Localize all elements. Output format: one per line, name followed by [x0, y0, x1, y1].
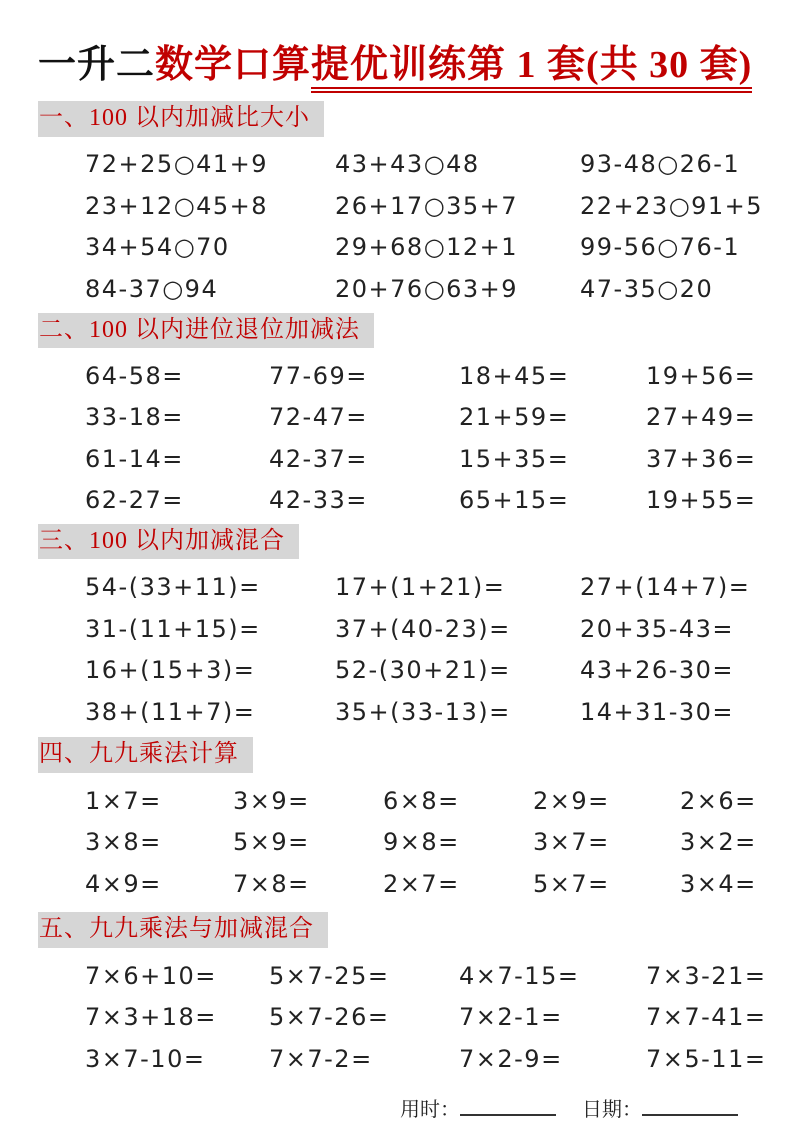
problem: 38+(11+7)=: [85, 697, 256, 726]
problem: 3×4=: [680, 869, 757, 898]
problem: 7×7-41=: [646, 1003, 767, 1031]
problem: 2×6=: [680, 786, 757, 815]
problem: 42-37=: [269, 444, 368, 473]
problem: 47-35○20: [580, 274, 714, 303]
time-used-label: 用时：: [400, 1099, 460, 1122]
section-2-heading: 二、100 以内进位退位加减法: [38, 313, 374, 348]
problem: 19+56=: [646, 361, 757, 390]
problem: 31-(11+15)=: [85, 614, 261, 643]
problem: 5×7=: [533, 869, 610, 898]
section-multiplication-table: [38, 732, 755, 904]
section-1-problem-grid: [85, 144, 764, 310]
section-4-problem-grid: [85, 780, 755, 905]
section-3-heading: 三、100 以内加减混合: [38, 524, 299, 559]
problem: 5×9=: [233, 828, 310, 857]
problem: 77-69=: [269, 361, 368, 390]
problem: 93-48○26-1: [580, 150, 741, 179]
problem: 72+25○41+9: [85, 150, 269, 179]
problem: 3×8=: [85, 828, 162, 857]
problem: 72-47=: [269, 403, 368, 432]
date-blank: [642, 1094, 738, 1116]
problem: 7×2-9=: [459, 1044, 563, 1073]
section-carry-borrow-within-100: [38, 310, 755, 521]
problem: 3×9=: [233, 786, 310, 815]
section-multiplication-mixed: [38, 904, 767, 1079]
problem: 3×7=: [533, 828, 610, 857]
problem: 99-56○76-1: [580, 233, 741, 262]
problem: 35+(33-13)=: [335, 697, 511, 726]
problem: 2×7=: [383, 869, 460, 898]
problem: 7×3-21=: [646, 961, 767, 990]
problem: 6×8=: [383, 786, 460, 815]
title-subject-part: 数学口算: [155, 44, 312, 86]
problem: 2×9=: [533, 786, 610, 815]
title-grade-part: 一升二: [38, 44, 156, 86]
section-5-heading: 五、九九乘法与加减混合: [38, 912, 328, 947]
problem: 17+(1+21)=: [335, 573, 506, 602]
problem: 33-18=: [85, 403, 184, 432]
title-set-number-part: 提优训练第 1 套(共 30 套): [311, 44, 752, 93]
problem: 7×6+10=: [85, 961, 217, 990]
section-5-problem-grid: [85, 955, 767, 1080]
time-used-blank: [460, 1094, 556, 1116]
problem: 15+35=: [459, 444, 570, 473]
problem: 22+23○91+5: [580, 191, 764, 220]
problem: 26+17○35+7: [335, 191, 519, 220]
worksheet-title: [38, 40, 755, 91]
section-3-problem-grid: [85, 566, 755, 732]
problem: 29+68○12+1: [335, 233, 519, 262]
problem: 27+(14+7)=: [580, 573, 751, 602]
problem: 34+54○70: [85, 233, 230, 262]
problem: 21+59=: [459, 403, 570, 432]
problem: 43+43○48: [335, 150, 480, 179]
problem: 84-37○94: [85, 274, 219, 303]
problem: 54-(33+11)=: [85, 573, 261, 602]
problem: 7×3+18=: [85, 1003, 217, 1031]
section-4-heading: 四、九九乘法计算: [38, 737, 253, 772]
problem: 16+(15+3)=: [85, 656, 256, 685]
problem: 7×5-11=: [646, 1044, 767, 1073]
problem: 64-58=: [85, 361, 184, 390]
section-compare-within-100: [38, 91, 764, 309]
problem: 43+26-30=: [580, 656, 734, 685]
problem: 37+36=: [646, 444, 757, 473]
section-2-problem-grid: [85, 355, 755, 521]
problem: 42-33=: [269, 486, 368, 515]
problem: 5×7-25=: [269, 961, 390, 990]
problem: 20+35-43=: [580, 614, 734, 643]
problem: 3×2=: [680, 828, 757, 857]
date-label: 日期：: [582, 1099, 642, 1122]
problem: 5×7-26=: [269, 1003, 390, 1031]
problem: 7×2-1=: [459, 1003, 563, 1031]
problem: 7×7-2=: [269, 1044, 373, 1073]
problem: 14+31-30=: [580, 697, 734, 726]
problem: 20+76○63+9: [335, 274, 519, 303]
problem: 7×8=: [233, 869, 310, 898]
problem: 3×7-10=: [85, 1044, 206, 1073]
problem: 23+12○45+8: [85, 191, 269, 220]
problem: 62-27=: [85, 486, 184, 515]
footer: [400, 1093, 755, 1122]
problem: 1×7=: [85, 786, 162, 815]
problem: 19+55=: [646, 486, 757, 515]
problem: 37+(40-23)=: [335, 614, 511, 643]
problem: 52-(30+21)=: [335, 656, 511, 685]
section-1-heading: 一、100 以内加减比大小: [38, 101, 324, 136]
problem: 4×7-15=: [459, 961, 580, 990]
problem: 4×9=: [85, 869, 162, 898]
problem: 65+15=: [459, 486, 570, 515]
problem: 9×8=: [383, 828, 460, 857]
section-mixed-add-sub-within-100: [38, 521, 755, 732]
problem: 27+49=: [646, 403, 757, 432]
problem: 61-14=: [85, 444, 184, 473]
problem: 18+45=: [459, 361, 570, 390]
